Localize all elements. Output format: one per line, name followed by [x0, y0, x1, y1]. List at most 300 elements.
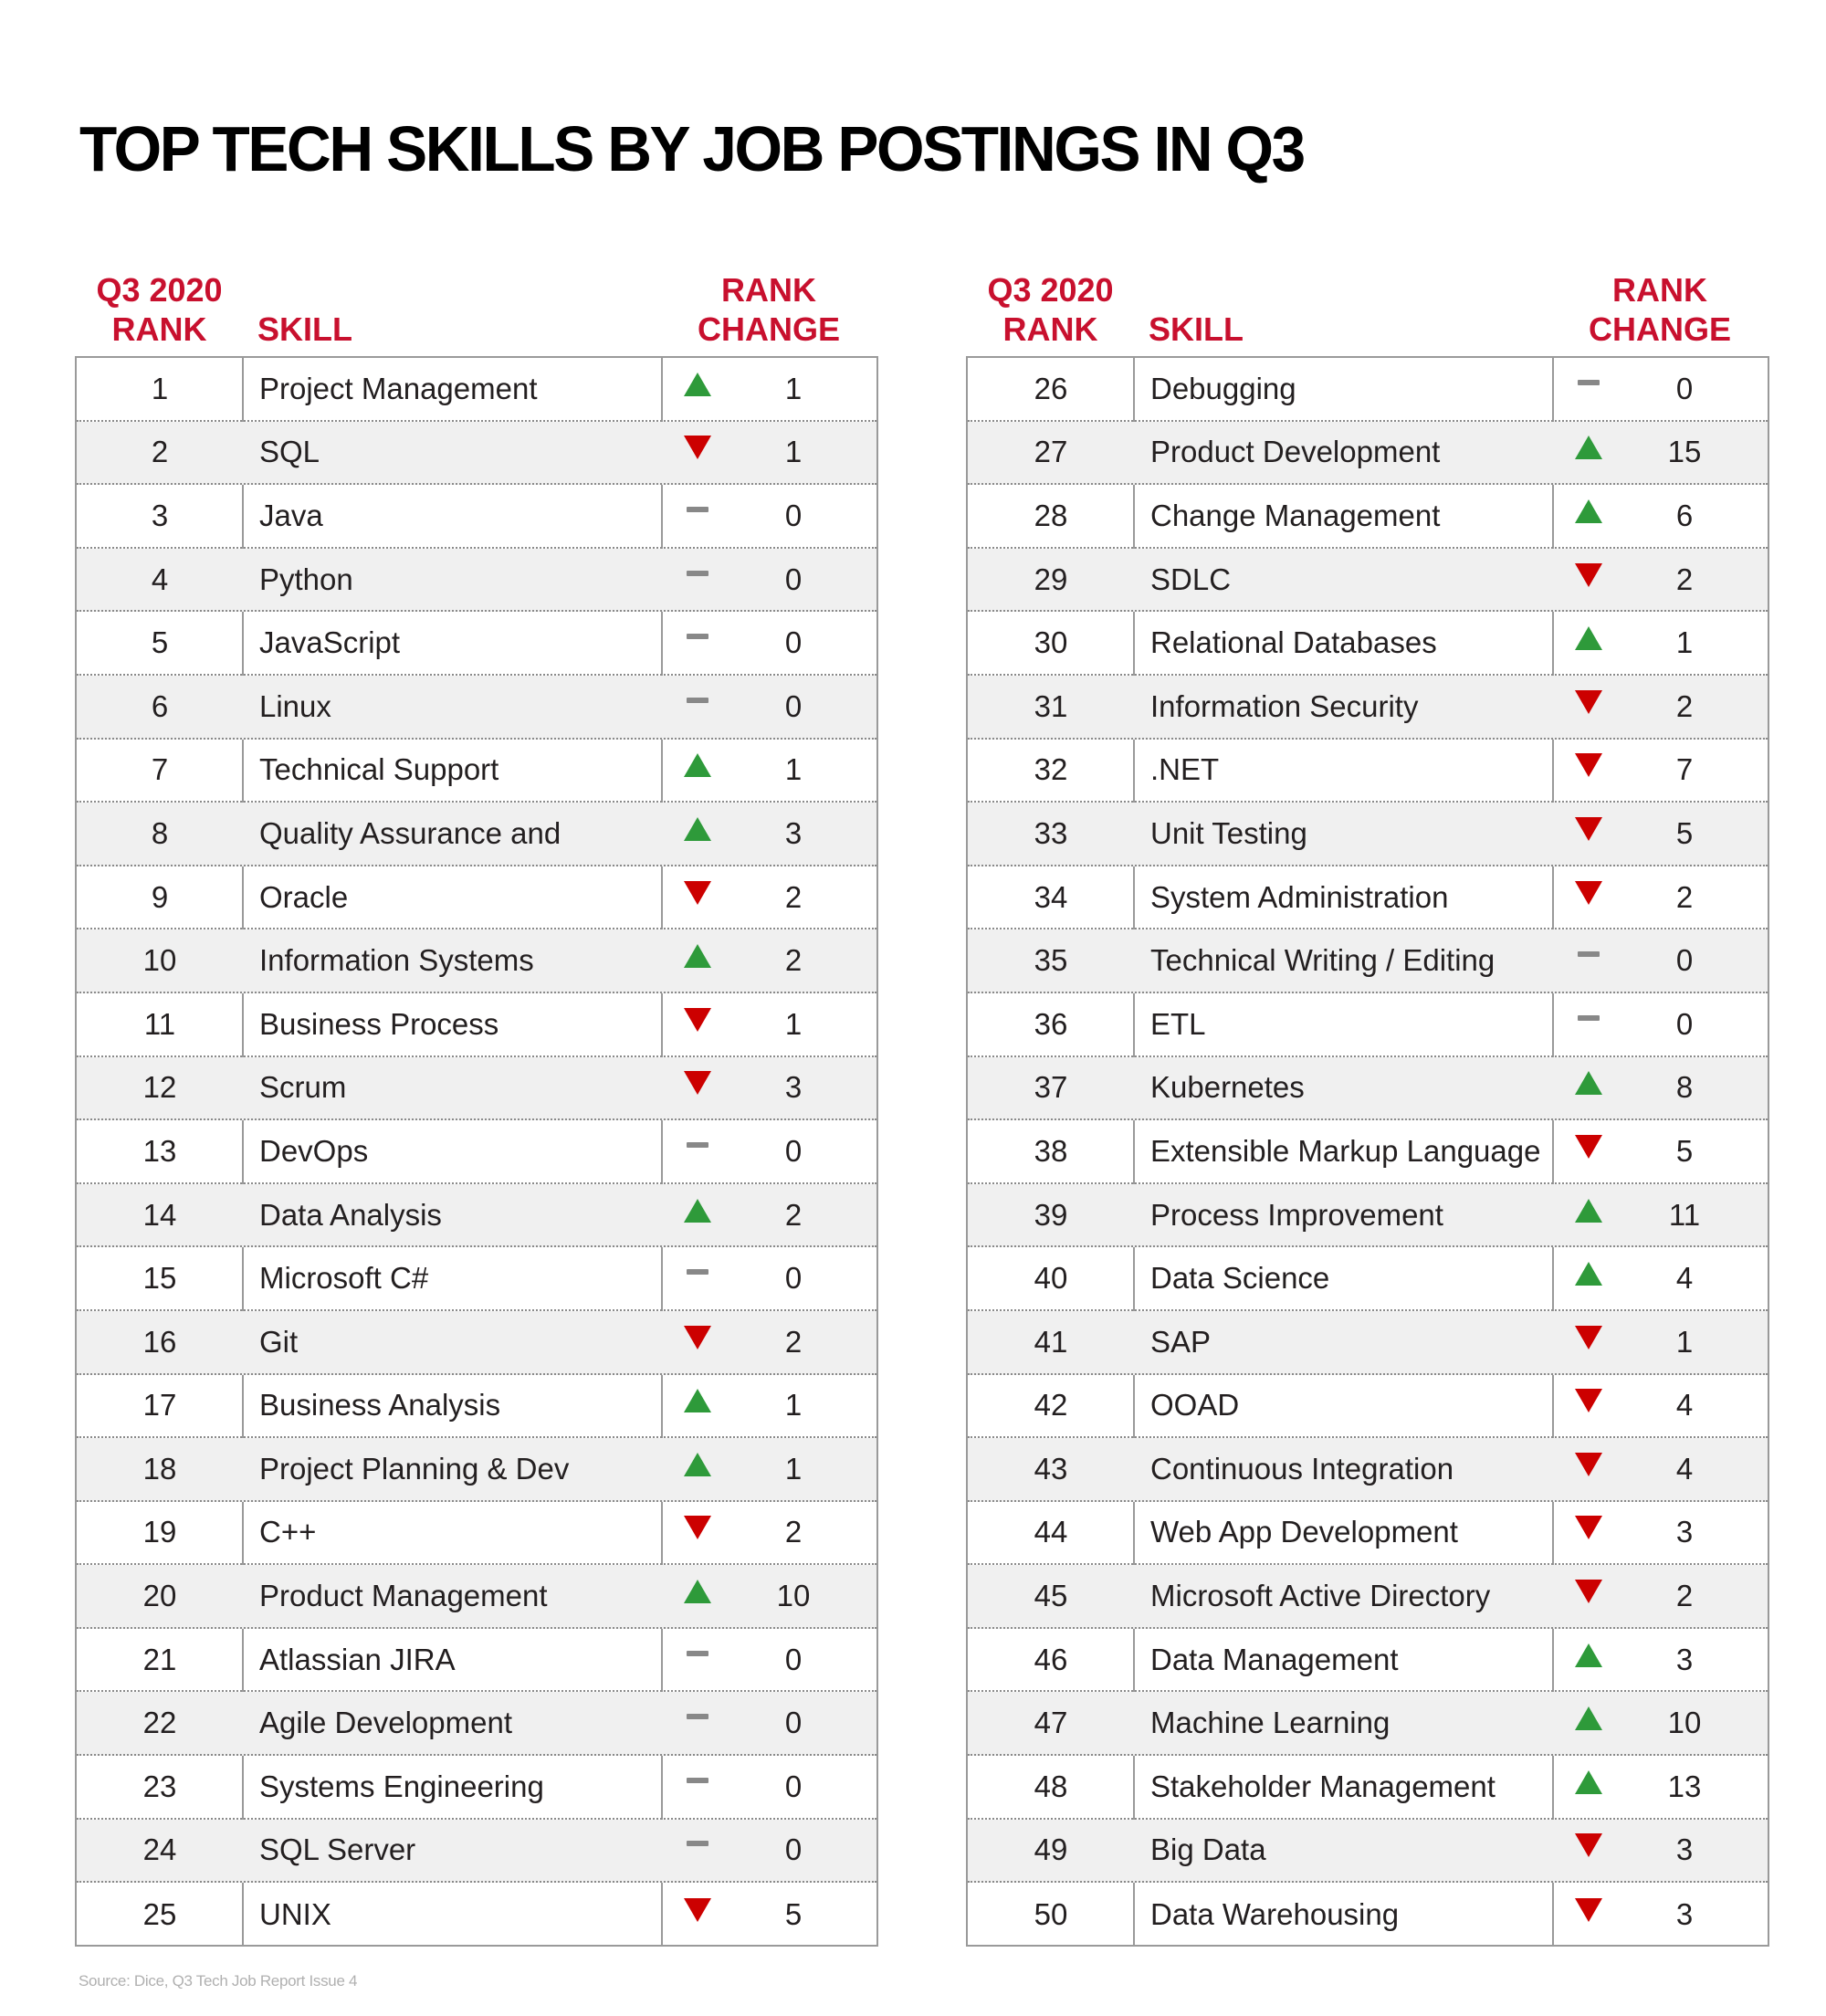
rank-change-cell: 10 [776, 1579, 811, 1613]
change-indicator-cell [1570, 1692, 1607, 1754]
change-indicator-cell [1570, 1629, 1607, 1691]
rank-cell: 22 [142, 1706, 177, 1740]
skill-cell: Project Planning & Dev [259, 1451, 570, 1486]
rank-cell: 31 [1034, 688, 1068, 723]
table-row [968, 1502, 1768, 1566]
table-row [77, 1247, 876, 1311]
skill-cell: Technical Writing / Editing [1150, 943, 1495, 978]
rank-change-cell: 0 [784, 1706, 803, 1740]
table-row [77, 1502, 876, 1566]
rank-change-cell: 0 [784, 1769, 803, 1803]
table-row [77, 612, 876, 676]
rank-cell: 29 [1034, 562, 1068, 596]
rank-cell: 17 [142, 1388, 177, 1423]
rank-change-cell: 2 [1675, 688, 1694, 723]
change-indicator-cell [1570, 1565, 1607, 1627]
table-row [968, 740, 1768, 803]
dash-icon [687, 1778, 708, 1783]
header-rank: Q3 2020 RANK [987, 271, 1114, 348]
change-indicator-cell [1570, 866, 1607, 929]
skill-cell: Web App Development [1150, 1515, 1458, 1549]
dash-icon [687, 634, 708, 639]
rank-change-cell: 1 [784, 1451, 803, 1486]
rank-cell: 43 [1034, 1451, 1068, 1486]
arrow-down-icon [1575, 817, 1602, 841]
skill-cell: Systems Engineering [259, 1769, 544, 1803]
skill-cell: Extensible Markup Language [1150, 1133, 1541, 1168]
rank-cell: 24 [142, 1832, 177, 1867]
table-row [77, 740, 876, 803]
table-row [77, 1120, 876, 1184]
table-row [77, 358, 876, 422]
change-indicator-cell [679, 866, 716, 929]
arrow-down-icon [684, 881, 711, 905]
change-indicator-cell [1570, 1184, 1607, 1246]
change-indicator-cell [1570, 358, 1607, 420]
rank-cell: 30 [1034, 625, 1068, 660]
rank-change-cell: 0 [784, 688, 803, 723]
arrow-up-icon [1575, 1262, 1602, 1286]
change-indicator-cell [1570, 1057, 1607, 1119]
skill-cell: Business Analysis [259, 1388, 501, 1423]
table-row [968, 1184, 1768, 1248]
rank-cell: 8 [151, 815, 169, 850]
header-rank: Q3 2020 RANK [96, 271, 223, 348]
skill-cell: Machine Learning [1150, 1706, 1390, 1740]
arrow-up-icon [1575, 1071, 1602, 1095]
arrow-down-icon [1575, 1453, 1602, 1476]
skill-cell: SAP [1150, 1324, 1212, 1359]
rank-change-cell: 2 [784, 1324, 803, 1359]
table-row [968, 1883, 1768, 1947]
rank-cell: 6 [151, 688, 169, 723]
change-indicator-cell [1570, 803, 1607, 865]
rank-cell: 25 [142, 1897, 177, 1932]
rank-change-cell: 8 [1675, 1070, 1694, 1105]
arrow-down-icon [684, 1516, 711, 1539]
table-row [77, 676, 876, 740]
rank-change-cell: 0 [784, 562, 803, 596]
table-header [75, 265, 878, 356]
dash-icon [1578, 1015, 1600, 1021]
arrow-up-icon [1575, 1770, 1602, 1794]
rank-change-cell: 2 [1675, 1579, 1694, 1613]
skill-cell: Oracle [259, 879, 349, 914]
change-indicator-cell [1570, 1311, 1607, 1373]
skill-cell: Microsoft C# [259, 1261, 429, 1296]
page-title: TOP TECH SKILLS BY JOB POSTINGS IN Q3 [79, 113, 1304, 184]
skill-cell: Information Systems [259, 943, 534, 978]
rank-cell: 14 [142, 1197, 177, 1232]
rank-cell: 19 [142, 1515, 177, 1549]
rank-change-cell: 7 [1675, 752, 1694, 787]
rank-change-cell: 3 [784, 1070, 803, 1105]
dash-icon [687, 1651, 708, 1656]
rank-cell: 9 [151, 879, 169, 914]
skill-cell: OOAD [1150, 1388, 1240, 1423]
table-row [968, 422, 1768, 486]
skill-cell: ETL [1150, 1006, 1206, 1041]
rank-cell: 10 [142, 943, 177, 978]
change-indicator-cell [679, 1756, 716, 1818]
skill-cell: Change Management [1150, 498, 1441, 532]
rank-change-cell: 0 [1675, 943, 1694, 978]
arrow-down-icon [684, 1071, 711, 1095]
rank-cell: 35 [1034, 943, 1068, 978]
rank-change-cell: 0 [784, 1832, 803, 1867]
table-row [77, 803, 876, 866]
rank-change-cell: 3 [784, 815, 803, 850]
rank-cell: 4 [151, 562, 169, 596]
rank-cell: 3 [151, 498, 169, 532]
table-row [968, 866, 1768, 930]
table-row [77, 1438, 876, 1502]
table-row [968, 485, 1768, 549]
skill-cell: UNIX [259, 1897, 331, 1932]
table-body [75, 356, 878, 1947]
rank-cell: 46 [1034, 1642, 1068, 1676]
arrow-down-icon [684, 1008, 711, 1032]
change-indicator-cell [1570, 612, 1607, 674]
table-row [968, 1629, 1768, 1693]
skill-cell: JavaScript [259, 625, 401, 660]
change-indicator-cell [1570, 929, 1607, 992]
rank-cell: 7 [151, 752, 169, 787]
skill-cell: SQL Server [259, 1832, 416, 1867]
rank-change-cell: 5 [784, 1897, 803, 1932]
change-indicator-cell [1570, 993, 1607, 1055]
table-row [968, 1247, 1768, 1311]
rank-cell: 48 [1034, 1769, 1068, 1803]
change-indicator-cell [1570, 485, 1607, 547]
rank-cell: 40 [1034, 1261, 1068, 1296]
rank-cell: 21 [142, 1642, 177, 1676]
arrow-up-icon [1575, 499, 1602, 523]
rank-cell: 39 [1034, 1197, 1068, 1232]
arrow-down-icon [1575, 1326, 1602, 1349]
rank-change-cell: 5 [1675, 1133, 1694, 1168]
change-indicator-cell [1570, 1502, 1607, 1564]
dash-icon [1578, 380, 1600, 385]
skill-cell: Continuous Integration [1150, 1451, 1454, 1486]
table-row [77, 1057, 876, 1121]
table-row [77, 993, 876, 1057]
arrow-down-icon [1575, 1580, 1602, 1603]
skill-cell: Debugging [1150, 371, 1296, 405]
rank-cell: 16 [142, 1324, 177, 1359]
skill-cell: DevOps [259, 1133, 369, 1168]
skill-cell: C++ [259, 1515, 317, 1549]
rank-change-cell: 0 [784, 498, 803, 532]
rank-change-cell: 2 [784, 1197, 803, 1232]
table-row [968, 1438, 1768, 1502]
table-row [77, 1184, 876, 1248]
rank-change-cell: 15 [1667, 435, 1702, 469]
change-indicator-cell [679, 1184, 716, 1246]
table-row [77, 929, 876, 993]
rank-cell: 15 [142, 1261, 177, 1296]
rank-cell: 49 [1034, 1832, 1068, 1867]
dash-icon [687, 1269, 708, 1275]
skill-cell: Atlassian JIRA [259, 1642, 456, 1676]
rank-cell: 13 [142, 1133, 177, 1168]
table-row [77, 1375, 876, 1439]
rank-change-cell: 2 [784, 1515, 803, 1549]
skill-cell: Stakeholder Management [1150, 1769, 1495, 1803]
change-indicator-cell [679, 1565, 716, 1627]
arrow-down-icon [1575, 1833, 1602, 1857]
skill-cell: Unit Testing [1150, 815, 1307, 850]
rank-cell: 33 [1034, 815, 1068, 850]
change-indicator-cell [679, 549, 716, 611]
rank-cell: 34 [1034, 879, 1068, 914]
change-indicator-cell [679, 612, 716, 674]
dash-icon [687, 1841, 708, 1846]
skill-cell: Business Process [259, 1006, 499, 1041]
table-left [75, 265, 878, 1947]
arrow-up-icon [684, 817, 711, 841]
rank-change-cell: 4 [1675, 1261, 1694, 1296]
rank-cell: 20 [142, 1579, 177, 1613]
skill-cell: Data Management [1150, 1642, 1399, 1676]
arrow-up-icon [1575, 436, 1602, 459]
table-row [968, 612, 1768, 676]
rank-change-cell: 3 [1675, 1515, 1694, 1549]
skill-cell: Big Data [1150, 1832, 1266, 1867]
rank-cell: 12 [142, 1070, 177, 1105]
table-row [968, 803, 1768, 866]
rank-cell: 38 [1034, 1133, 1068, 1168]
skill-cell: Scrum [259, 1070, 347, 1105]
skill-cell: Relational Databases [1150, 625, 1437, 660]
skill-cell: Data Science [1150, 1261, 1330, 1296]
table-row [77, 1883, 876, 1947]
change-indicator-cell [1570, 740, 1607, 802]
change-indicator-cell [679, 422, 716, 484]
dash-icon [687, 698, 708, 703]
table-row [968, 1756, 1768, 1820]
change-indicator-cell [679, 1375, 716, 1437]
rank-cell: 23 [142, 1769, 177, 1803]
arrow-down-icon [1575, 563, 1602, 587]
table-right [966, 265, 1769, 1947]
change-indicator-cell [1570, 1820, 1607, 1882]
rank-cell: 41 [1034, 1324, 1068, 1359]
rank-change-cell: 1 [784, 1006, 803, 1041]
rank-cell: 42 [1034, 1388, 1068, 1423]
rank-change-cell: 4 [1675, 1388, 1694, 1423]
rank-change-cell: 4 [1675, 1451, 1694, 1486]
header-rank-change: RANK CHANGE [697, 271, 840, 348]
skill-cell: SDLC [1150, 562, 1232, 596]
rank-change-cell: 13 [1667, 1769, 1702, 1803]
rank-change-cell: 1 [784, 1388, 803, 1423]
change-indicator-cell [679, 676, 716, 738]
change-indicator-cell [679, 993, 716, 1055]
table-row [77, 1692, 876, 1756]
skill-cell: Microsoft Active Directory [1150, 1579, 1491, 1613]
change-indicator-cell [679, 1502, 716, 1564]
skill-cell: .NET [1150, 752, 1220, 787]
rank-change-cell: 6 [1675, 498, 1694, 532]
change-indicator-cell [679, 1438, 716, 1500]
change-indicator-cell [679, 485, 716, 547]
table-row [77, 1756, 876, 1820]
change-indicator-cell [1570, 1120, 1607, 1182]
table-row [77, 1820, 876, 1884]
change-indicator-cell [679, 1057, 716, 1119]
skill-cell: Project Management [259, 371, 538, 405]
skill-cell: Product Development [1150, 435, 1441, 469]
change-indicator-cell [679, 1692, 716, 1754]
change-indicator-cell [1570, 1375, 1607, 1437]
table-row [968, 1057, 1768, 1121]
table-row [77, 866, 876, 930]
arrow-down-icon [1575, 690, 1602, 714]
rank-change-cell: 1 [784, 752, 803, 787]
rank-cell: 44 [1034, 1515, 1068, 1549]
change-indicator-cell [1570, 676, 1607, 738]
skill-cell: System Administration [1150, 879, 1449, 914]
rank-cell: 1 [151, 371, 169, 405]
rank-change-cell: 0 [784, 1642, 803, 1676]
skill-cell: Agile Development [259, 1706, 512, 1740]
rank-change-cell: 2 [784, 943, 803, 978]
rank-cell: 28 [1034, 498, 1068, 532]
rank-cell: 37 [1034, 1070, 1068, 1105]
arrow-down-icon [684, 1898, 711, 1922]
header-skill: SKILL [1149, 310, 1244, 348]
table-header [966, 265, 1769, 356]
rank-change-cell: 0 [784, 1133, 803, 1168]
arrow-up-icon [1575, 1706, 1602, 1730]
arrow-up-icon [684, 753, 711, 777]
header-rank-change: RANK CHANGE [1588, 271, 1731, 348]
skill-cell: Data Analysis [259, 1197, 442, 1232]
arrow-down-icon [1575, 1389, 1602, 1412]
skill-cell: Python [259, 562, 353, 596]
arrow-up-icon [684, 1580, 711, 1603]
change-indicator-cell [1570, 422, 1607, 484]
rank-cell: 27 [1034, 435, 1068, 469]
arrow-down-icon [1575, 1898, 1602, 1922]
rank-change-cell: 0 [784, 1261, 803, 1296]
table-row [77, 1629, 876, 1693]
table-row [968, 1565, 1768, 1629]
skill-cell: Product Management [259, 1579, 548, 1613]
table-row [968, 1120, 1768, 1184]
table-row [77, 422, 876, 486]
table-row [968, 1375, 1768, 1439]
rank-change-cell: 2 [1675, 879, 1694, 914]
dash-icon [687, 1142, 708, 1148]
change-indicator-cell [1570, 1438, 1607, 1500]
skill-cell: Quality Assurance and [259, 815, 561, 850]
rank-cell: 26 [1034, 371, 1068, 405]
skill-cell: Linux [259, 688, 331, 723]
table-body [966, 356, 1769, 1947]
skill-cell: Process Improvement [1150, 1197, 1443, 1232]
table-row [77, 1311, 876, 1375]
arrow-down-icon [1575, 881, 1602, 905]
rank-change-cell: 10 [1667, 1706, 1702, 1740]
arrow-down-icon [1575, 1135, 1602, 1159]
arrow-down-icon [1575, 1516, 1602, 1539]
table-row [77, 485, 876, 549]
table-row [77, 549, 876, 613]
dash-icon [687, 571, 708, 576]
change-indicator-cell [679, 1883, 716, 1947]
arrow-up-icon [1575, 1643, 1602, 1667]
rank-cell: 32 [1034, 752, 1068, 787]
rank-change-cell: 2 [784, 879, 803, 914]
change-indicator-cell [679, 803, 716, 865]
skill-cell: Information Security [1150, 688, 1419, 723]
change-indicator-cell [679, 1629, 716, 1691]
arrow-down-icon [684, 1326, 711, 1349]
change-indicator-cell [679, 1311, 716, 1373]
rank-change-cell: 0 [1675, 1006, 1694, 1041]
rank-cell: 50 [1034, 1897, 1068, 1932]
rank-change-cell: 5 [1675, 815, 1694, 850]
rank-change-cell: 0 [1675, 371, 1694, 405]
change-indicator-cell [1570, 1247, 1607, 1309]
change-indicator-cell [679, 1247, 716, 1309]
change-indicator-cell [1570, 1883, 1607, 1947]
arrow-up-icon [684, 373, 711, 396]
skill-cell: Java [259, 498, 323, 532]
rank-change-cell: 1 [784, 371, 803, 405]
change-indicator-cell [1570, 1756, 1607, 1818]
change-indicator-cell [679, 1820, 716, 1882]
table-row [968, 549, 1768, 613]
arrow-up-icon [684, 1453, 711, 1476]
rank-change-cell: 11 [1668, 1197, 1701, 1232]
source-note: Source: Dice, Q3 Tech Job Report Issue 4 [79, 1972, 358, 1990]
arrow-up-icon [684, 944, 711, 968]
rank-change-cell: 0 [784, 625, 803, 660]
rank-cell: 36 [1034, 1006, 1068, 1041]
skill-cell: Git [259, 1324, 299, 1359]
rank-cell: 47 [1034, 1706, 1068, 1740]
rank-change-cell: 1 [1675, 625, 1694, 660]
table-row [968, 993, 1768, 1057]
skill-cell: Data Warehousing [1150, 1897, 1400, 1932]
change-indicator-cell [679, 929, 716, 992]
skill-cell: Kubernetes [1150, 1070, 1305, 1105]
change-indicator-cell [1570, 549, 1607, 611]
arrow-up-icon [1575, 1199, 1602, 1223]
rank-change-cell: 2 [1675, 562, 1694, 596]
change-indicator-cell [679, 358, 716, 420]
rank-cell: 45 [1034, 1579, 1068, 1613]
arrow-up-icon [1575, 626, 1602, 650]
rank-cell: 5 [151, 625, 169, 660]
rank-cell: 2 [151, 435, 169, 469]
table-row [968, 676, 1768, 740]
rank-cell: 11 [143, 1006, 176, 1041]
change-indicator-cell [679, 740, 716, 802]
table-row [77, 1565, 876, 1629]
arrow-down-icon [1575, 753, 1602, 777]
arrow-up-icon [684, 1199, 711, 1223]
table-row [968, 1692, 1768, 1756]
arrow-down-icon [684, 436, 711, 459]
dash-icon [687, 1714, 708, 1719]
rank-change-cell: 3 [1675, 1832, 1694, 1867]
dash-icon [1578, 951, 1600, 957]
rank-change-cell: 1 [784, 435, 803, 469]
